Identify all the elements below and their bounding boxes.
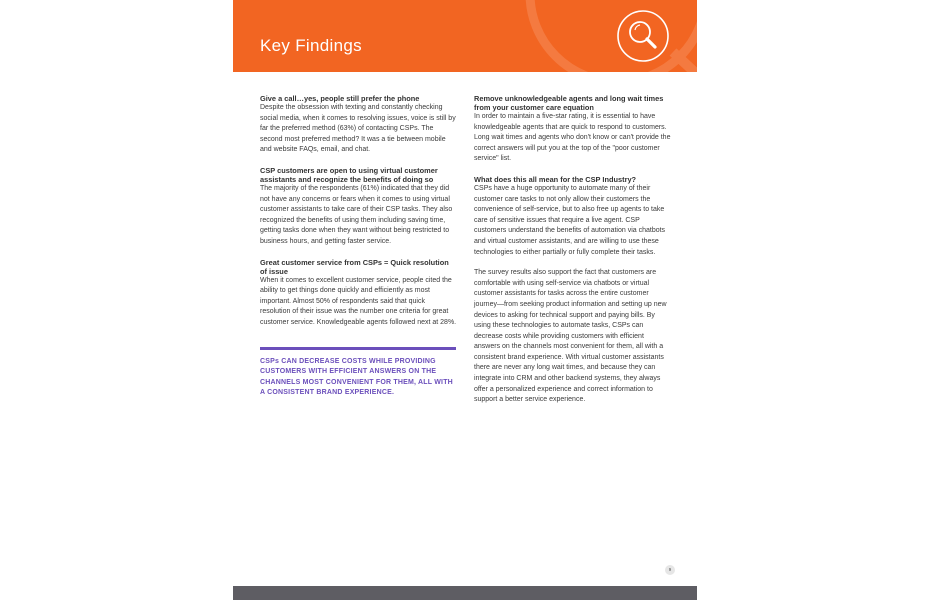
callout-divider	[260, 347, 456, 350]
section-body: CSPs have a huge opportunity to automate many of their customer care tasks to not only allow their customers the convenience of self-service, but to also free up agents to take care of sensitive issues that require a live agent. CSP customers understand the benefits of automation via chatbots and virtual customer assistants, and are willing to use these technologies to either partially or fully complete their tasks.	[474, 184, 666, 256]
section-heading: Give a call…yes, people still prefer the phone	[260, 94, 420, 103]
section-body: When it comes to excellent customer service, people cited the ability to get things done quickly and efficiently as most important. Almost 50% of respondents said that quick resolution of their issue was the number one criteria for great customer service. Knowledgeable agents followed next at 28%.	[260, 276, 457, 326]
section-body-continued: The survey results also support the fact that customers are comfortable with using self-service via chatbots or virtual customer assistants for tasks across the entire customer journey—from seeking product information and setting up new devices to asking for technical support and paying bills. By using these technologies to automate tasks, CSPs can decrease costs while providing customers with efficient answers on the channels most convenient for them, all with a consistent brand experience. With virtual customer assistants there are never any long wait times, and because they can integrate into CRM and other backend systems, they always offer a personalized experience and correct information to support a better service experience.	[474, 269, 667, 404]
section-heading: CSP customers are open to using virtual customer assistants and recognize the benefits of doing so	[260, 165, 438, 184]
page-number: 9	[665, 565, 675, 575]
footer-bar	[233, 586, 697, 600]
section-heading: Great customer service from CSPs = Quick resolution of issue	[260, 257, 449, 276]
section-csp-industry-meaning	[474, 175, 671, 406]
right-column	[474, 94, 671, 416]
magnifying-glass-icon	[617, 10, 669, 62]
section-phone-preference	[260, 94, 457, 156]
section-virtual-assistants	[260, 166, 457, 248]
pull-quote: CSPs CAN DECREASE COSTS WHILE PROVIDING CUSTOMERS WITH EFFICIENT ANSWERS ON THE CHANNELS MOST CONVENIENT FOR THEM, ALL WITH A CONSISTENT BRAND EXPERIENCE.	[260, 357, 453, 396]
section-remove-unknowledgeable-agents	[474, 94, 671, 165]
section-body: The majority of the respondents (61%) indicated that they did not have any concerns or fears when it comes to using virtual customer assistants to take care of their CSP tasks. They also recognized the benefits of using them including saving time, getting tasks done when they want without being restricted to business hours, and getting faster service.	[260, 184, 453, 245]
page-header	[233, 0, 697, 72]
section-heading: What does this all mean for the CSP Industry?	[474, 174, 637, 184]
paragraph-gap	[474, 258, 671, 268]
section-body: Despite the obsession with texting and constantly checking social media, when it comes to resolving issues, voice is still by far the preferred method (63%) of contacting CSPs. The second most preferred method? It was a tie between mobile and website FAQs, email, and chat.	[260, 104, 456, 154]
document-page	[233, 0, 697, 600]
section-heading: Remove unknowledgeable agents and long wait times from your customer care equation	[474, 94, 664, 112]
page-title: Key Findings	[260, 36, 362, 55]
section-quick-resolution	[260, 258, 457, 329]
section-body: In order to maintain a five-star rating, it is essential to have knowledgeable agents that are quick to respond to customers. Long wait times and agents who don't know or can't provide the correct answers will put you at the top of the "poor customer service" list.	[474, 113, 671, 163]
left-column	[260, 94, 457, 399]
